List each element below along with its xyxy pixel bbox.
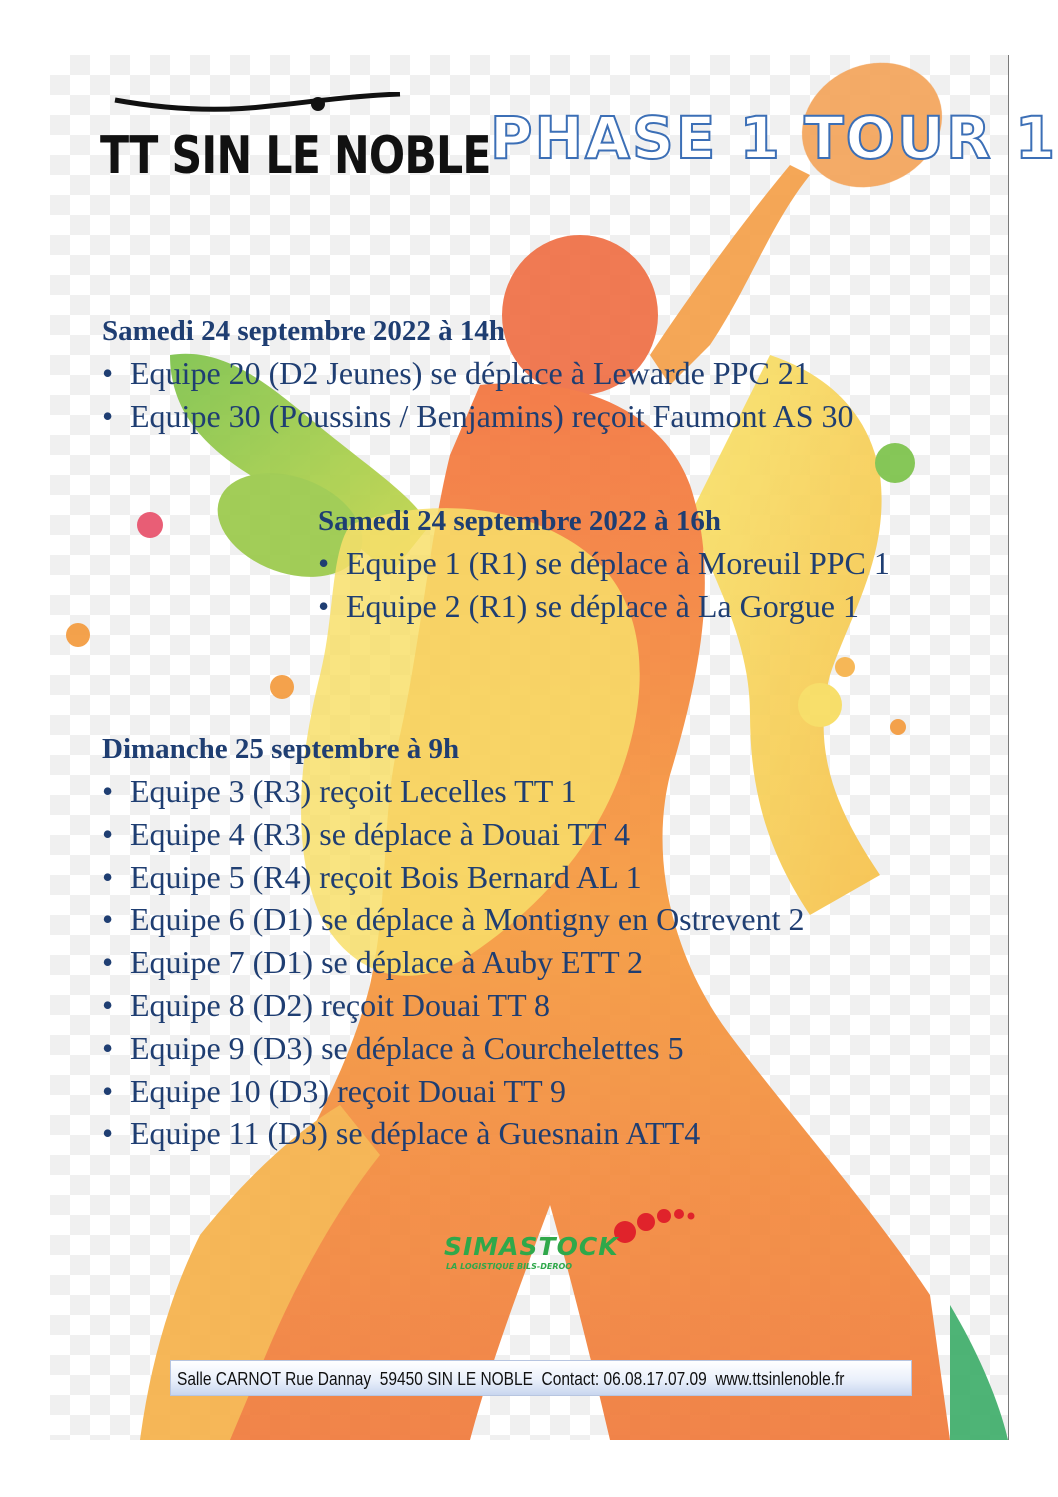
match-item <box>318 542 890 585</box>
bullet-icon: • <box>102 815 114 852</box>
bullet-icon: • <box>102 773 114 809</box>
footer-contact-text: Salle CARNOT Rue Dannay 59450 SIN LE NOBLE Contact: 06.08.17.07.09 www.ttsinlenoble.fr <box>177 1369 845 1389</box>
bullet-icon: • <box>318 587 330 624</box>
match-item <box>102 941 804 984</box>
sponsor-logo <box>440 1208 700 1288</box>
sponsor-name: SIMASTOCK <box>444 1232 619 1261</box>
match-text: Equipe 4 (R3) se déplace à Douai TT 4 <box>130 815 630 852</box>
club-logo <box>100 92 491 192</box>
schedule-block-saturday-16h <box>318 500 890 628</box>
match-text: Equipe 8 (D2) reçoit Douai TT 8 <box>130 986 551 1023</box>
match-item <box>318 585 890 628</box>
match-item <box>102 898 804 941</box>
sponsor-tagline: LA LOGISTIQUE BILS-DEROO <box>446 1262 573 1271</box>
match-text: Equipe 3 (R3) reçoit Lecelles TT 1 <box>130 773 577 809</box>
match-item <box>102 1070 804 1113</box>
match-text: Equipe 11 (D3) se déplace à Guesnain ATT4 <box>130 1115 701 1152</box>
page-edge-rule <box>1008 55 1009 1440</box>
match-item <box>102 1027 804 1070</box>
bullet-icon: • <box>102 1072 114 1109</box>
dot-pink-left <box>137 512 163 538</box>
match-list <box>318 542 890 628</box>
match-text: Equipe 9 (D3) se déplace à Courchelettes 5 <box>130 1029 684 1066</box>
match-item <box>102 770 804 813</box>
match-text: Equipe 6 (D1) se déplace à Montigny en Ostrevent 2 <box>130 901 805 938</box>
schedule-block-sunday-9h <box>102 728 804 1155</box>
match-text: Equipe 10 (D3) reçoit Douai TT 9 <box>130 1072 567 1109</box>
block-heading: Samedi 24 septembre 2022 à 14h <box>102 315 506 347</box>
right-leg-green-shape <box>950 1305 1008 1440</box>
bullet-icon: • <box>102 397 114 434</box>
match-item <box>102 352 854 395</box>
match-item <box>102 813 804 856</box>
match-text: Equipe 7 (D1) se déplace à Auby ETT 2 <box>130 944 644 981</box>
match-item <box>102 856 804 899</box>
match-list <box>102 352 854 438</box>
match-item <box>102 395 854 438</box>
schedule-block-saturday-14h <box>102 310 854 438</box>
bullet-icon: • <box>102 944 114 981</box>
block-heading: Samedi 24 septembre 2022 à 16h <box>318 505 722 537</box>
match-list <box>102 770 804 1155</box>
footer-contact-bar <box>170 1360 912 1396</box>
match-item <box>102 984 804 1027</box>
bullet-icon: • <box>102 986 114 1023</box>
bullet-icon: • <box>102 858 114 895</box>
block-heading: Dimanche 25 septembre à 9h <box>102 733 460 765</box>
dot-orange-left <box>66 623 90 647</box>
dot-orange-right <box>835 657 855 677</box>
dot-green-right <box>875 443 915 483</box>
match-text: Equipe 1 (R1) se déplace à Moreuil PPC 1 <box>346 545 890 581</box>
club-name: TT SIN LE NOBLE <box>100 126 491 186</box>
bullet-icon: • <box>318 545 330 581</box>
bullet-icon: • <box>102 1115 114 1152</box>
bullet-icon: • <box>102 901 114 938</box>
bullet-icon: • <box>102 1029 114 1066</box>
phase-title: PHASE 1 TOUR 1 <box>490 104 1058 172</box>
match-text: Equipe 20 (D2 Jeunes) se déplace à Lewarde PPC 21 <box>130 355 810 391</box>
dot-yellow-right <box>798 683 842 727</box>
dot-orange-small <box>890 719 906 735</box>
match-item <box>102 1112 804 1155</box>
dot-orange-mid <box>270 675 294 699</box>
match-text: Equipe 5 (R4) reçoit Bois Bernard AL 1 <box>130 858 642 895</box>
match-text: Equipe 2 (R1) se déplace à La Gorgue 1 <box>346 587 859 624</box>
match-text: Equipe 30 (Poussins / Benjamins) reçoit Faumont AS 30 <box>130 397 854 434</box>
bullet-icon: • <box>102 355 114 391</box>
